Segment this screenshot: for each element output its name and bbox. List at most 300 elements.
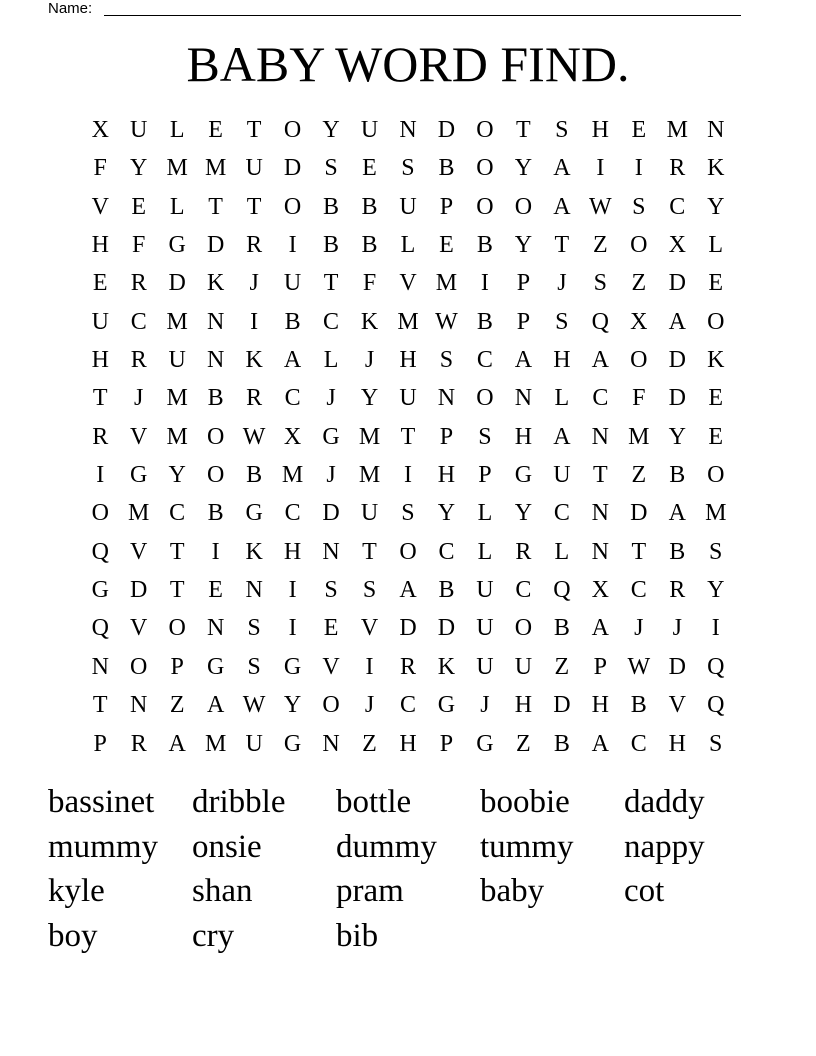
- grid-cell: G: [514, 462, 533, 489]
- grid-cell: Y: [514, 232, 533, 259]
- grid-cell: V: [130, 423, 148, 450]
- grid-cell: R: [130, 730, 147, 757]
- grid-cell: L: [554, 538, 570, 565]
- grid-cell: O: [206, 462, 225, 489]
- grid-row: [81, 456, 735, 494]
- grid-cell: S: [593, 270, 607, 297]
- grid-cell: N: [206, 308, 225, 335]
- grid-cell: R: [92, 423, 109, 450]
- grid-cell: L: [323, 347, 339, 374]
- grid-cell: P: [516, 308, 531, 335]
- grid-cell: Z: [592, 232, 608, 259]
- grid-cell: U: [245, 730, 263, 757]
- grid-cell: I: [211, 538, 220, 565]
- grid-cell: S: [324, 155, 338, 182]
- grid-cell: I: [288, 232, 297, 259]
- grid-row: [81, 686, 735, 724]
- grid-cell: D: [668, 347, 686, 374]
- grid-cell: B: [246, 462, 263, 489]
- name-underline: [104, 15, 741, 16]
- grid-cell: K: [707, 155, 725, 182]
- grid-row: [81, 609, 735, 647]
- word-list-item: daddy: [624, 784, 705, 820]
- grid-cell: Y: [283, 692, 302, 719]
- grid-cell: D: [668, 385, 686, 412]
- grid-cell: B: [669, 462, 686, 489]
- grid-cell: M: [705, 500, 727, 527]
- grid-cell: Y: [514, 155, 533, 182]
- grid-cell: O: [399, 538, 417, 565]
- grid-cell: J: [672, 615, 682, 642]
- grid-cell: A: [591, 615, 609, 642]
- grid-cell: S: [247, 615, 261, 642]
- grid-cell: Z: [516, 730, 531, 757]
- grid-cell: H: [514, 423, 533, 450]
- grid-cell: H: [91, 347, 109, 374]
- word-list-item: pram: [336, 873, 404, 909]
- grid-cell: V: [322, 653, 340, 680]
- grid-cell: B: [361, 232, 378, 259]
- grid-cell: K: [360, 308, 379, 335]
- grid-cell: K: [707, 347, 725, 374]
- grid-cell: I: [634, 155, 643, 182]
- grid-cell: H: [283, 538, 302, 565]
- grid-cell: M: [358, 423, 381, 450]
- grid-cell: B: [630, 692, 647, 719]
- grid-cell: L: [169, 117, 185, 143]
- grid-cell: C: [284, 385, 301, 412]
- grid-cell: D: [553, 692, 571, 719]
- grid-cell: S: [709, 730, 723, 757]
- grid-cell: O: [514, 615, 533, 642]
- grid-cell: L: [400, 232, 416, 259]
- grid-cell: W: [435, 308, 458, 335]
- grid-cell: S: [478, 423, 492, 450]
- grid-cell: N: [399, 117, 417, 143]
- grid-cell: F: [632, 385, 646, 412]
- grid-cell: K: [206, 270, 225, 297]
- grid-cell: T: [362, 538, 377, 565]
- grid-cell: B: [438, 155, 455, 182]
- grid-cell: T: [246, 193, 262, 220]
- grid-cell: O: [707, 308, 725, 335]
- grid-cell: N: [322, 730, 340, 757]
- grid-cell: R: [669, 577, 686, 604]
- grid-cell: A: [514, 347, 533, 374]
- grid-cell: P: [93, 730, 107, 757]
- grid-cell: X: [630, 308, 648, 335]
- grid-cell: Y: [360, 385, 379, 412]
- grid-cell: U: [91, 308, 109, 335]
- grid-cell: B: [438, 577, 455, 604]
- word-list-item: cot: [624, 873, 665, 909]
- grid-cell: J: [480, 692, 490, 719]
- grid-cell: C: [630, 577, 647, 604]
- grid-cell: W: [589, 193, 612, 220]
- grid-cell: T: [169, 538, 185, 565]
- grid-cell: O: [630, 347, 648, 374]
- grid-cell: S: [324, 577, 338, 604]
- grid-cell: S: [401, 500, 415, 527]
- grid-cell: I: [288, 577, 297, 604]
- grid-cell: W: [242, 423, 266, 450]
- grid-cell: I: [403, 462, 412, 489]
- grid-cell: P: [516, 270, 531, 297]
- grid-cell: B: [669, 538, 686, 565]
- grid-cell: I: [711, 615, 720, 642]
- grid-cell: I: [250, 308, 259, 335]
- grid-cell: H: [514, 692, 533, 719]
- grid-cell: B: [361, 193, 378, 220]
- grid-row: [81, 264, 735, 302]
- grid-cell: G: [283, 653, 302, 680]
- grid-cell: T: [92, 385, 108, 412]
- grid-cell: N: [591, 423, 609, 450]
- grid-cell: X: [591, 577, 609, 604]
- grid-cell: A: [399, 577, 417, 604]
- grid-cell: D: [668, 270, 686, 297]
- grid-cell: T: [169, 577, 185, 604]
- grid-row: [81, 379, 735, 417]
- word-list-item: boobie: [480, 784, 570, 820]
- grid-cell: T: [400, 423, 416, 450]
- grid-cell: M: [166, 155, 188, 182]
- grid-cell: A: [591, 730, 609, 757]
- grid-cell: L: [477, 538, 493, 565]
- grid-cell: S: [555, 117, 569, 143]
- grid-row: [81, 418, 735, 456]
- grid-cell: D: [322, 500, 340, 527]
- grid-cell: Q: [91, 538, 109, 565]
- grid-cell: Y: [168, 462, 186, 489]
- grid-cell: U: [514, 653, 533, 680]
- grid-cell: C: [553, 500, 570, 527]
- grid-cell: G: [245, 500, 263, 527]
- grid-cell: N: [206, 615, 225, 642]
- grid-cell: A: [206, 692, 225, 719]
- grid-cell: P: [593, 653, 607, 680]
- grid-cell: Z: [554, 653, 570, 680]
- grid-cell: U: [168, 347, 186, 374]
- grid-cell: V: [399, 270, 417, 297]
- grid-row: [81, 725, 735, 763]
- grid-cell: X: [668, 232, 686, 259]
- grid-cell: U: [360, 500, 379, 527]
- grid-cell: G: [476, 730, 494, 757]
- grid-cell: D: [437, 117, 456, 143]
- grid-cell: N: [130, 692, 148, 719]
- grid-cell: G: [130, 462, 148, 489]
- grid-cell: U: [245, 155, 263, 182]
- grid-cell: V: [130, 538, 148, 565]
- grid-cell: Q: [553, 577, 571, 604]
- grid-cell: C: [323, 308, 340, 335]
- grid-cell: R: [130, 270, 147, 297]
- grid-row: [81, 188, 735, 226]
- grid-cell: E: [323, 615, 339, 642]
- letter-grid: [81, 111, 735, 763]
- grid-cell: G: [168, 232, 186, 259]
- word-list: [48, 780, 768, 958]
- grid-cell: S: [247, 653, 261, 680]
- grid-cell: R: [246, 232, 263, 259]
- grid-cell: B: [207, 385, 224, 412]
- grid-cell: K: [245, 538, 263, 565]
- grid-cell: H: [91, 232, 109, 259]
- grid-cell: N: [91, 653, 109, 680]
- grid-cell: F: [93, 155, 107, 182]
- grid-cell: C: [630, 730, 647, 757]
- grid-cell: U: [130, 117, 148, 143]
- grid-row: [81, 111, 735, 149]
- grid-cell: I: [288, 615, 297, 642]
- grid-cell: N: [707, 117, 725, 143]
- grid-cell: J: [364, 692, 375, 719]
- grid-cell: B: [207, 500, 224, 527]
- grid-cell: L: [554, 385, 570, 412]
- word-list-item: dribble: [192, 784, 286, 820]
- grid-cell: O: [476, 155, 494, 182]
- grid-cell: R: [515, 538, 532, 565]
- grid-cell: Z: [631, 462, 647, 489]
- grid-cell: C: [169, 500, 186, 527]
- grid-cell: U: [283, 270, 302, 297]
- grid-cell: N: [206, 347, 225, 374]
- grid-row: [81, 648, 735, 686]
- grid-cell: D: [437, 615, 456, 642]
- grid-row: [81, 149, 735, 187]
- grid-cell: R: [130, 347, 147, 374]
- word-list-item: boy: [48, 917, 98, 954]
- grid-cell: O: [283, 193, 302, 220]
- grid-cell: S: [709, 538, 723, 565]
- grid-cell: J: [249, 270, 259, 297]
- grid-cell: U: [360, 117, 379, 143]
- grid-cell: O: [476, 193, 494, 220]
- grid-cell: Y: [707, 193, 725, 220]
- grid-cell: Y: [130, 155, 148, 182]
- grid-cell: V: [360, 615, 379, 642]
- grid-cell: S: [439, 347, 454, 374]
- word-list-item: shan: [192, 873, 253, 909]
- grid-cell: O: [168, 615, 186, 642]
- grid-cell: J: [364, 347, 375, 374]
- grid-cell: T: [592, 462, 608, 489]
- grid-cell: C: [515, 577, 532, 604]
- grid-cell: H: [591, 692, 609, 719]
- grid-cell: D: [283, 155, 302, 182]
- grid-cell: U: [399, 193, 417, 220]
- grid-cell: A: [668, 500, 686, 527]
- grid-cell: H: [591, 117, 609, 143]
- grid-cell: E: [708, 423, 724, 450]
- grid-cell: G: [283, 730, 302, 757]
- grid-row: [81, 533, 735, 571]
- grid-cell: Z: [362, 730, 377, 757]
- grid-cell: G: [437, 692, 456, 719]
- grid-cell: C: [130, 308, 147, 335]
- grid-cell: J: [634, 615, 644, 642]
- grid-cell: F: [362, 270, 377, 297]
- grid-cell: O: [630, 232, 648, 259]
- grid-cell: E: [439, 232, 454, 259]
- grid-cell: M: [358, 462, 381, 489]
- grid-cell: D: [630, 500, 648, 527]
- grid-cell: O: [283, 117, 302, 143]
- grid-cell: S: [401, 155, 415, 182]
- grid-cell: H: [399, 347, 417, 374]
- grid-cell: Y: [514, 500, 533, 527]
- grid-cell: P: [439, 730, 454, 757]
- grid-cell: B: [553, 615, 570, 642]
- grid-cell: U: [476, 615, 494, 642]
- grid-cell: H: [668, 730, 686, 757]
- word-list-item: bib: [336, 917, 379, 954]
- grid-cell: W: [627, 653, 651, 680]
- grid-cell: Q: [591, 308, 609, 335]
- grid-cell: R: [246, 385, 263, 412]
- grid-cell: G: [322, 423, 340, 450]
- grid-cell: J: [326, 462, 336, 489]
- grid-cell: A: [553, 193, 571, 220]
- grid-cell: M: [204, 730, 227, 757]
- grid-cell: M: [435, 270, 458, 297]
- grid-cell: C: [592, 385, 609, 412]
- grid-row: [81, 341, 735, 379]
- grid-cell: I: [596, 155, 605, 182]
- grid-cell: E: [708, 385, 724, 412]
- name-label: Name:: [48, 0, 93, 17]
- grid-cell: C: [284, 500, 301, 527]
- grid-cell: D: [168, 270, 186, 297]
- grid-row: [81, 494, 735, 532]
- grid-cell: I: [480, 270, 489, 297]
- word-list-item: tummy: [480, 828, 574, 865]
- grid-cell: U: [476, 577, 494, 604]
- grid-cell: A: [591, 347, 609, 374]
- grid-cell: D: [130, 577, 148, 604]
- grid-cell: C: [669, 193, 686, 220]
- grid-cell: N: [245, 577, 263, 604]
- grid-cell: H: [553, 347, 571, 374]
- grid-cell: T: [208, 193, 223, 220]
- grid-cell: N: [591, 538, 609, 565]
- word-list-item: nappy: [624, 828, 705, 865]
- grid-cell: K: [245, 347, 263, 374]
- word-list-item: bassinet: [48, 784, 155, 820]
- grid-cell: H: [399, 730, 417, 757]
- grid-cell: P: [439, 423, 454, 450]
- grid-cell: N: [591, 500, 609, 527]
- grid-cell: L: [477, 500, 493, 527]
- grid-cell: X: [91, 117, 109, 143]
- grid-row: [81, 226, 735, 264]
- word-list-item: mummy: [48, 828, 159, 865]
- grid-cell: N: [514, 385, 533, 412]
- word-list-item: dummy: [336, 828, 437, 865]
- grid-cell: Q: [707, 653, 725, 680]
- grid-cell: O: [476, 117, 494, 143]
- grid-cell: B: [284, 308, 301, 335]
- word-list-item: bottle: [336, 784, 412, 820]
- grid-cell: N: [437, 385, 456, 412]
- grid-cell: J: [326, 385, 336, 412]
- grid-cell: V: [130, 615, 148, 642]
- grid-cell: P: [170, 653, 184, 680]
- grid-cell: M: [166, 385, 188, 412]
- grid-cell: T: [323, 270, 339, 297]
- grid-cell: A: [168, 730, 186, 757]
- grid-cell: I: [96, 462, 105, 489]
- grid-cell: S: [632, 193, 646, 220]
- grid-cell: M: [204, 155, 227, 182]
- grid-cell: O: [322, 692, 340, 719]
- grid-cell: G: [206, 653, 225, 680]
- word-list-item: cry: [192, 917, 235, 954]
- grid-cell: E: [208, 577, 223, 604]
- grid-cell: U: [476, 653, 494, 680]
- grid-cell: U: [399, 385, 417, 412]
- grid-cell: T: [246, 117, 262, 143]
- word-list-item: kyle: [48, 873, 105, 909]
- grid-cell: T: [554, 232, 570, 259]
- grid-cell: B: [476, 308, 493, 335]
- page-title: BABY WORD FIND.: [186, 36, 630, 92]
- grid-cell: D: [399, 615, 417, 642]
- grid-cell: Y: [437, 500, 456, 527]
- grid-row: [81, 303, 735, 341]
- grid-cell: M: [397, 308, 419, 335]
- grid-cell: O: [130, 653, 148, 680]
- grid-cell: M: [666, 117, 688, 143]
- name-field-line: [48, 0, 748, 18]
- grid-cell: C: [438, 538, 455, 565]
- grid-cell: O: [91, 500, 109, 527]
- grid-cell: N: [322, 538, 340, 565]
- grid-cell: D: [668, 653, 686, 680]
- grid-cell: R: [399, 653, 416, 680]
- grid-cell: V: [91, 193, 109, 220]
- word-list-item: baby: [480, 873, 545, 909]
- grid-cell: W: [242, 692, 266, 719]
- grid-cell: E: [362, 155, 377, 182]
- grid-cell: B: [323, 193, 340, 220]
- grid-cell: B: [476, 232, 493, 259]
- grid-cell: J: [557, 270, 567, 297]
- grid-cell: H: [437, 462, 456, 489]
- grid-cell: M: [281, 462, 304, 489]
- grid-cell: D: [206, 232, 225, 259]
- grid-cell: P: [478, 462, 492, 489]
- word-list-item: onsie: [192, 828, 262, 865]
- grid-cell: T: [631, 538, 647, 565]
- grid-cell: O: [514, 193, 533, 220]
- grid-cell: T: [92, 692, 108, 719]
- grid-cell: A: [668, 308, 686, 335]
- grid-cell: E: [92, 270, 108, 297]
- grid-cell: M: [128, 500, 150, 527]
- grid-cell: L: [169, 193, 185, 220]
- grid-cell: A: [283, 347, 302, 374]
- grid-cell: F: [132, 232, 146, 259]
- grid-cell: X: [283, 423, 302, 450]
- grid-cell: M: [628, 423, 650, 450]
- grid-cell: Z: [169, 692, 185, 719]
- grid-cell: E: [631, 117, 647, 143]
- grid-cell: Y: [668, 423, 686, 450]
- grid-cell: U: [553, 462, 571, 489]
- grid-cell: Y: [707, 577, 725, 604]
